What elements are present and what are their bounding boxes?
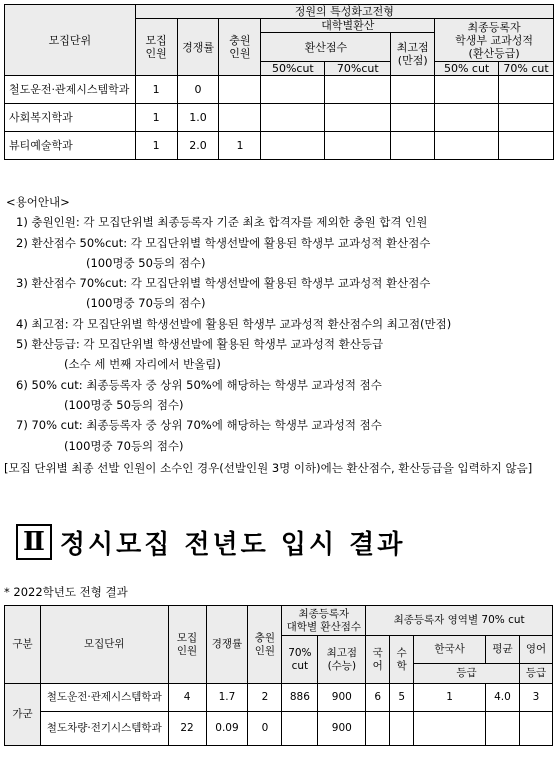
header-cut50b: 50% cut	[435, 62, 499, 76]
cut70-cell: 886	[282, 684, 318, 712]
additional-cell	[219, 104, 261, 132]
note-2: 2) 환산점수 50%cut: 각 모집단위별 학생선발에 활용된 학생부 교과성적 환산점수	[16, 235, 431, 250]
korean-cell: 6	[366, 684, 390, 712]
math-cell: 5	[390, 684, 414, 712]
header-top: 정원의 특성화고전형	[135, 5, 553, 19]
header-additional: 충원 인원	[248, 606, 282, 684]
additional-cell: 0	[248, 712, 282, 746]
header-quota: 모집 인원	[135, 19, 177, 76]
table-row	[5, 132, 554, 160]
empty-cell	[261, 104, 325, 132]
english-cell	[519, 712, 552, 746]
empty-cell	[261, 132, 325, 160]
note-4: 4) 최고점: 각 모집단위별 학생선발에 활용된 학생부 교과성적 환산점수의 최고점(만점)	[16, 316, 452, 331]
header-korean: 국 어	[366, 636, 390, 684]
header-math: 수 학	[390, 636, 414, 684]
header-area70: 최종등록자 영역별 70% cut	[366, 606, 553, 636]
header-cut70: 70%cut	[325, 62, 391, 76]
korean-cell	[366, 712, 390, 746]
quota-cell: 1	[135, 76, 177, 104]
empty-cell	[499, 104, 554, 132]
header-cut70: 70% cut	[282, 636, 318, 684]
competition-cell: 0	[177, 76, 219, 104]
terminology-notes	[6, 192, 451, 456]
header-recruit-unit: 모집단위	[5, 5, 136, 76]
empty-cell	[325, 104, 391, 132]
header-additional: 충원 인원	[219, 19, 261, 76]
quota-cell: 1	[135, 132, 177, 160]
empty-cell	[325, 76, 391, 104]
competition-cell: 2.0	[177, 132, 219, 160]
header-cut50: 50%cut	[261, 62, 325, 76]
header-univ-convert: 대학별환산	[261, 19, 435, 33]
note-7: 7) 70% cut: 최종등록자 중 상위 70%에 해당하는 학생부 교과성적 점수	[16, 418, 382, 433]
note-2-sub: (100명중 50등의 점수)	[86, 255, 206, 270]
note-6-sub: (100명중 50등의 점수)	[64, 397, 184, 412]
cut70-cell	[282, 712, 318, 746]
competition-cell: 1.7	[206, 684, 248, 712]
section-title: 정시모집 전년도 입시 결과	[59, 529, 406, 560]
header-english: 영어	[519, 636, 552, 664]
header-competition: 경쟁률	[177, 19, 219, 76]
note-5: 5) 환산등급: 각 모집단위별 학생선발에 활용된 학생부 교과성적 환산등급	[16, 337, 384, 352]
header-final-univ: 최종등록자 대학별 환산점수	[282, 606, 366, 636]
avg-cell: 4.0	[486, 684, 520, 712]
quota-cell: 1	[135, 104, 177, 132]
header-group: 구분	[5, 606, 41, 684]
quota-cell: 22	[168, 712, 206, 746]
note-3-sub: (100명중 70등의 점수)	[86, 296, 206, 311]
empty-cell	[325, 132, 391, 160]
unit-cell: 철도운전·관제시스템학과	[5, 76, 136, 104]
empty-cell	[261, 76, 325, 104]
additional-cell	[219, 76, 261, 104]
max-cell: 900	[318, 712, 366, 746]
table-row	[5, 104, 554, 132]
history-cell	[414, 712, 486, 746]
header-grade-english: 등급	[519, 664, 552, 684]
group-cell: 가군	[5, 684, 41, 746]
quota-cell: 4	[168, 684, 206, 712]
note-7-sub: (100명중 70등의 점수)	[64, 438, 184, 453]
empty-cell	[391, 76, 435, 104]
header-max: 최고점 (수능)	[318, 636, 366, 684]
note-1: 1) 충원인원: 각 모집단위별 최종등록자 기준 최초 합격자를 제외한 충원 합격 인원	[16, 215, 428, 230]
empty-cell	[499, 132, 554, 160]
header-converted-score: 환산점수	[261, 33, 391, 62]
footnote: [모집 단위별 최종 선발 인원이 소수인 경우(선발인원 3명 이하)에는 환산점수, 환산등급을 입력하지 않음]	[4, 461, 533, 475]
notes-title: <용어안내>	[6, 195, 70, 209]
section-number: Ⅱ	[16, 524, 52, 560]
avg-cell	[486, 712, 520, 746]
competition-cell: 0.09	[206, 712, 248, 746]
max-cell: 900	[318, 684, 366, 712]
math-cell	[390, 712, 414, 746]
empty-cell	[391, 104, 435, 132]
unit-cell: 뷰티예술학과	[5, 132, 136, 160]
competition-cell: 1.0	[177, 104, 219, 132]
note-3: 3) 환산점수 70%cut: 각 모집단위별 학생선발에 활용된 학생부 교과성적 환산점수	[16, 276, 431, 291]
additional-cell: 2	[248, 684, 282, 712]
additional-cell: 1	[219, 132, 261, 160]
empty-cell	[435, 132, 499, 160]
empty-cell	[499, 76, 554, 104]
empty-cell	[435, 76, 499, 104]
header-cut70b: 70% cut	[499, 62, 554, 76]
susi-results-table	[4, 4, 554, 160]
table-row	[5, 684, 553, 712]
header-history: 한국사	[414, 636, 486, 664]
header-grade: 등급	[414, 664, 520, 684]
header-avg: 평균	[486, 636, 520, 664]
header-quota: 모집 인원	[168, 606, 206, 684]
table-row	[5, 76, 554, 104]
note-5-sub: (소수 세 번째 자리에서 반올림)	[64, 357, 221, 372]
unit-cell: 철도차량·전기시스템학과	[40, 712, 168, 746]
header-final-reg: 최종등록자 학생부 교과성적 (환산등급)	[435, 19, 554, 62]
unit-cell: 철도운전·관제시스템학과	[40, 684, 168, 712]
table-row	[5, 712, 553, 746]
jeongsi-results-table	[4, 605, 553, 746]
header-unit: 모집단위	[40, 606, 168, 684]
empty-cell	[435, 104, 499, 132]
header-max-score: 최고점 (만점)	[391, 33, 435, 76]
unit-cell: 사회복지학과	[5, 104, 136, 132]
section-heading	[16, 522, 405, 562]
history-cell: 1	[414, 684, 486, 712]
english-cell: 3	[519, 684, 552, 712]
empty-cell	[391, 132, 435, 160]
subtitle: * 2022학년도 전형 결과	[4, 585, 128, 599]
note-6: 6) 50% cut: 최종등록자 중 상위 50%에 해당하는 학생부 교과성적 점수	[16, 377, 382, 392]
header-competition: 경쟁률	[206, 606, 248, 684]
